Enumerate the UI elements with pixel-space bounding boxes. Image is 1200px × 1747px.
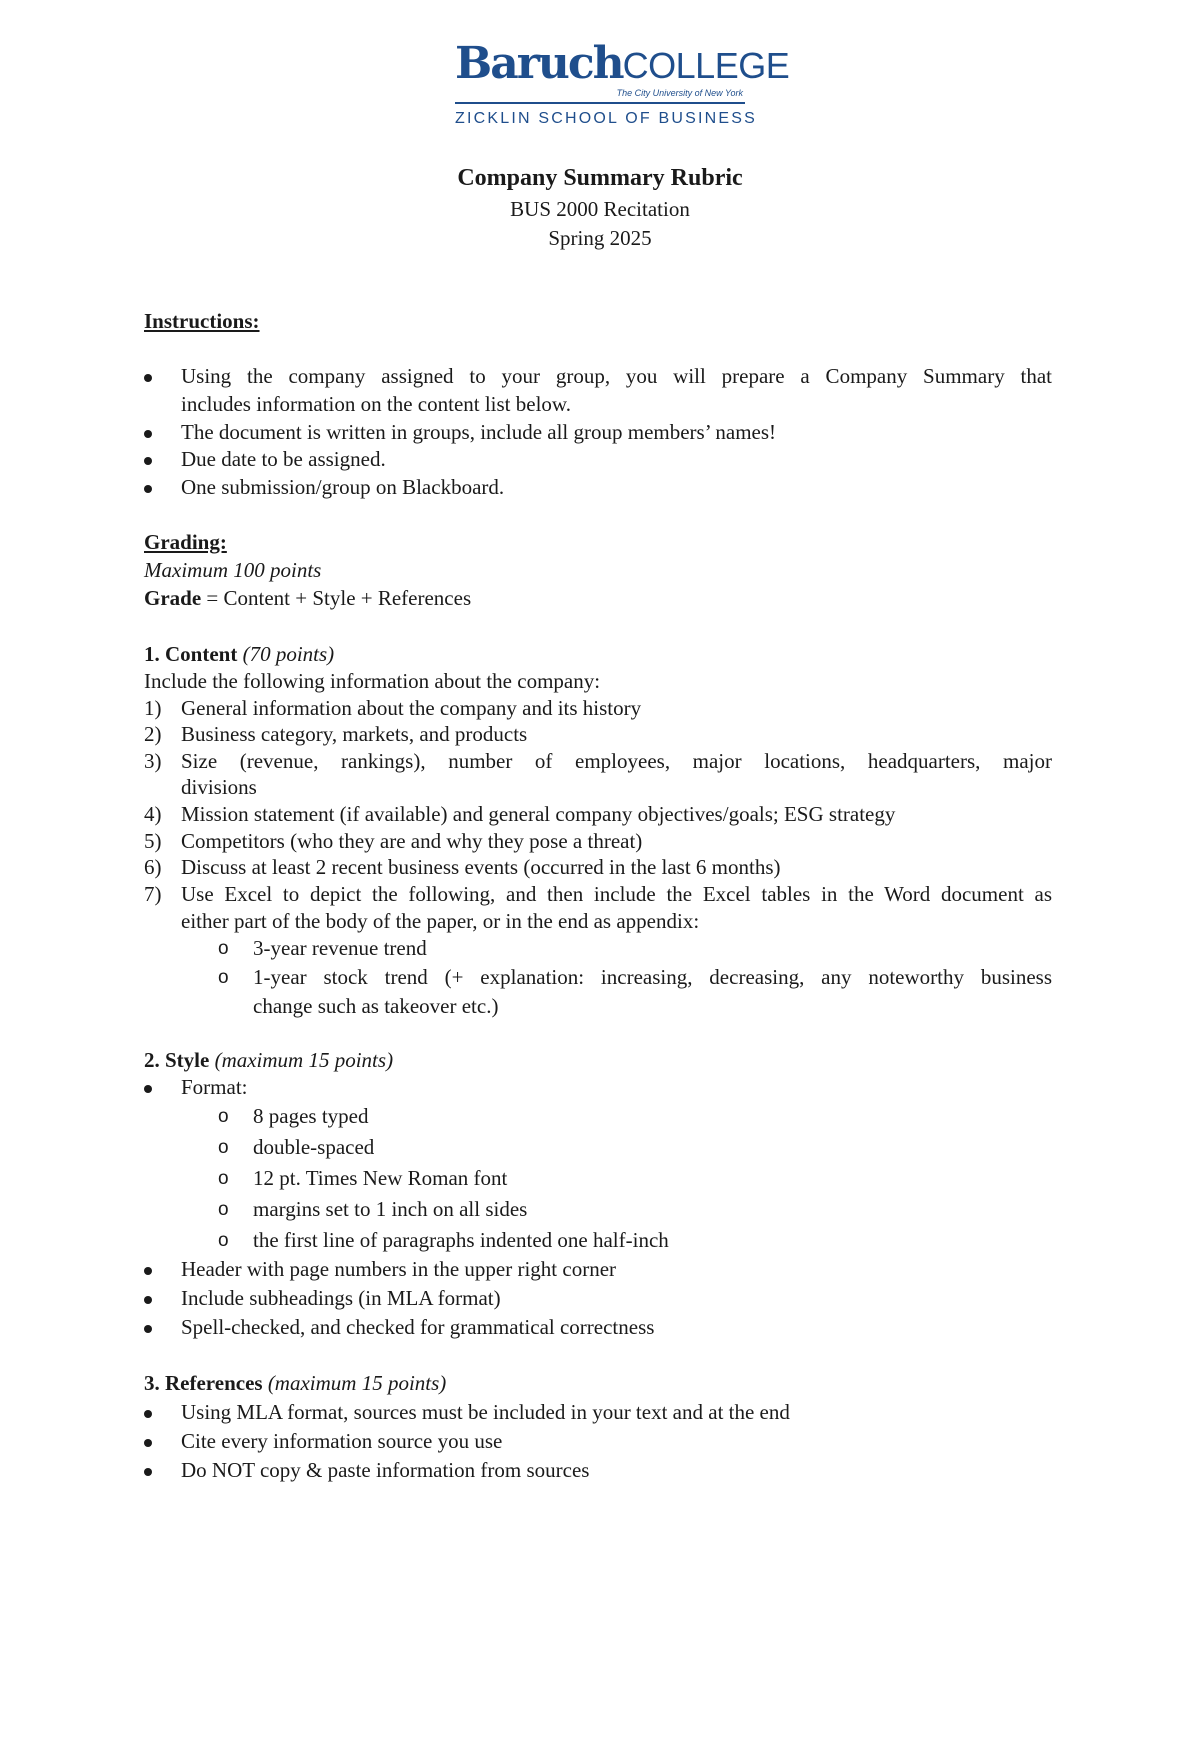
sub-bullet: o	[218, 1106, 229, 1127]
bullet	[144, 1439, 152, 1447]
references-label: 3. References	[144, 1371, 263, 1395]
content-item-7-line-1: Use Excel to depict the following, and then include the Excel tables in the Word document as	[181, 882, 1052, 906]
sub-bullet: o	[218, 1137, 229, 1158]
format-item-1: 8 pages typed	[253, 1104, 369, 1128]
grade-label: Grade	[144, 586, 202, 610]
content-intro: Include the following information about the company:	[144, 669, 601, 693]
bullet	[144, 1267, 152, 1275]
style-heading	[144, 1050, 393, 1071]
logo-baruch-text: Baruch	[455, 38, 623, 89]
instructions-heading: Instructions:	[144, 309, 260, 333]
content-heading	[144, 644, 334, 665]
logo-college-text: COLLEGE	[622, 45, 790, 86]
list-number: 1)	[144, 696, 162, 720]
content-item-2: Business category, markets, and products	[181, 722, 528, 746]
logo-school-text: ZICKLIN SCHOOL OF BUSINESS	[455, 110, 757, 127]
sub-bullet: o	[218, 1199, 229, 1220]
baruch-logo	[455, 38, 790, 132]
logo-cuny-text: The City University of New York	[616, 88, 743, 98]
sub-bullet: o	[218, 1230, 229, 1251]
content-item-7-line-2: either part of the body of the paper, or in the end as appendix:	[181, 909, 700, 933]
logo-wordmark	[455, 38, 790, 89]
list-number: 4)	[144, 802, 162, 826]
content-subitem-2-line-2: change such as takeover etc.)	[253, 994, 499, 1018]
instruction-item-1-line-1: Using the company assigned to your group, you will prepare a Company Summary that	[181, 364, 1052, 388]
format-item-5: the first line of paragraphs indented one half-inch	[253, 1228, 669, 1252]
style-item-2: Include subheadings (in MLA format)	[181, 1286, 501, 1310]
list-number: 6)	[144, 855, 162, 879]
references-item-2: Cite every information source you use	[181, 1429, 503, 1453]
content-label: 1. Content	[144, 642, 238, 666]
content-item-1: General information about the company and its history	[181, 696, 642, 720]
bullet	[144, 485, 152, 493]
references-heading	[144, 1373, 446, 1394]
content-item-3-line-1: Size (revenue, rankings), number of employees, major locations, headquarters, major	[181, 749, 1052, 773]
style-item-1: Header with page numbers in the upper right corner	[181, 1257, 617, 1281]
content-subitem-1: 3-year revenue trend	[253, 936, 427, 960]
logo-divider	[455, 102, 745, 104]
references-item-1: Using MLA format, sources must be included in your text and at the end	[181, 1400, 790, 1424]
content-subitem-2-line-1: 1-year stock trend (+ explanation: increasing, decreasing, any noteworthy business	[253, 965, 1052, 989]
format-item-4: margins set to 1 inch on all sides	[253, 1197, 528, 1221]
content-item-3-line-2: divisions	[181, 775, 257, 799]
style-item-3: Spell-checked, and checked for grammatical correctness	[181, 1315, 655, 1339]
grading-heading: Grading:	[144, 530, 227, 554]
content-item-6: Discuss at least 2 recent business events (occurred in the last 6 months)	[181, 855, 781, 879]
sub-bullet: o	[218, 967, 229, 988]
bullet	[144, 430, 152, 438]
instruction-item-3: Due date to be assigned.	[181, 447, 386, 471]
content-item-4: Mission statement (if available) and general company objectives/goals; ESG strategy	[181, 802, 896, 826]
list-number: 7)	[144, 882, 162, 906]
list-number: 3)	[144, 749, 162, 773]
document-title: Company Summary Rubric	[457, 165, 743, 191]
style-label: 2. Style	[144, 1048, 210, 1072]
bullet	[144, 374, 152, 382]
sub-bullet: o	[218, 938, 229, 959]
max-points: Maximum 100 points	[144, 558, 322, 582]
grade-formula-text: = Content + Style + References	[201, 586, 472, 610]
instruction-item-1-line-2: includes information on the content list below.	[181, 392, 571, 416]
instruction-item-2: The document is written in groups, include all group members’ names!	[181, 420, 777, 444]
format-item-2: double-spaced	[253, 1135, 375, 1159]
sub-bullet: o	[218, 1168, 229, 1189]
references-item-3: Do NOT copy & paste information from sources	[181, 1458, 590, 1482]
format-label: Format:	[181, 1075, 248, 1099]
style-points: (maximum 15 points)	[209, 1048, 394, 1072]
list-number: 2)	[144, 722, 162, 746]
course-name: BUS 2000 Recitation	[510, 197, 690, 221]
bullet	[144, 457, 152, 465]
content-item-5: Competitors (who they are and why they pose a threat)	[181, 829, 643, 853]
term: Spring 2025	[548, 226, 652, 250]
content-points: (70 points)	[237, 642, 335, 666]
bullet	[144, 1410, 152, 1418]
instruction-item-4: One submission/group on Blackboard.	[181, 475, 505, 499]
bullet	[144, 1296, 152, 1304]
list-number: 5)	[144, 829, 162, 853]
format-item-3: 12 pt. Times New Roman font	[253, 1166, 508, 1190]
bullet	[144, 1325, 152, 1333]
bullet	[144, 1085, 152, 1093]
references-points: (maximum 15 points)	[262, 1371, 447, 1395]
grade-formula	[144, 588, 471, 609]
bullet	[144, 1468, 152, 1476]
